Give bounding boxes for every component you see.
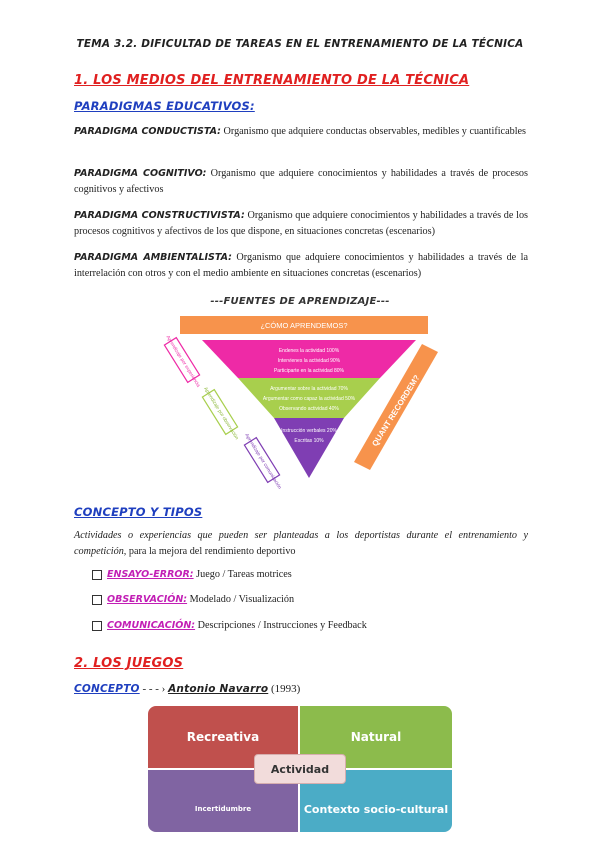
- juegos-concepto-line: [74, 683, 300, 695]
- pyramid-line: Participarte en la actividad 80%: [273, 368, 345, 374]
- cell-label: Natural: [350, 730, 402, 744]
- concepto-description: [74, 528, 528, 560]
- pyramid-layer-communication: [274, 418, 344, 478]
- paradigm-label: PARADIGMA AMBIENTALISTA:: [74, 252, 232, 263]
- paradigms-subheading: PARADIGMAS EDUCATIVOS:: [74, 99, 255, 113]
- author: Antonio Navarro: [168, 683, 269, 695]
- checkbox[interactable]: [92, 621, 102, 631]
- center-activity-label: Actividad: [254, 754, 346, 784]
- section2-heading: 2. LOS JUEGOS: [74, 656, 184, 671]
- section1-heading: 1. LOS MEDIOS DEL ENTRENAMIENTO DE LA TÉCNICA: [74, 73, 470, 88]
- concepto-heading: CONCEPTO Y TIPOS: [74, 505, 203, 519]
- pyramid-line: Argumentar sobre la actividad 70%: [270, 386, 348, 392]
- cell-label: Recreativa: [186, 730, 260, 744]
- tipo-text: Juego / Tareas motrices: [193, 569, 292, 580]
- left-label-observation: Aprendizaje por observación: [202, 386, 239, 441]
- paradigm-constructivista: [74, 208, 528, 240]
- pyramid-line: Instrucción verbales 20%: [281, 428, 337, 434]
- page-title: TEMA 3.2. DIFICULTAD DE TAREAS EN EL ENTRENAMIENTO DE LA TÉCNICA: [76, 38, 524, 50]
- paradigm-text: Organismo que adquiere conocimientos y habilidades a través de procesos cognitivos y afectivos: [74, 168, 528, 195]
- arrow: - - - ›: [139, 683, 169, 695]
- side-label: QUANT RECORDEM?: [370, 373, 422, 448]
- tipo-label: COMUNICACIÓN:: [107, 620, 196, 631]
- cell-label: Incertidumbre: [194, 805, 252, 813]
- left-label-experience: Aprendizaje por experiencia: [164, 335, 201, 389]
- tipo-item-ensayo: [92, 569, 292, 580]
- paradigm-label: PARADIGMA CONSTRUCTIVISTA:: [74, 210, 245, 221]
- paradigm-text: Organismo que adquiere conductas observables, medibles y cuantificables: [220, 126, 527, 137]
- paradigm-label: PARADIGMA CONDUCTISTA:: [74, 126, 221, 137]
- pyramid-line: Argumentar como capaz la actividad 50%: [262, 396, 356, 402]
- year: (1993): [268, 683, 301, 695]
- paradigm-text: Organismo que adquiere conocimientos y habilidades a través de la interrelación con otros y con el medio ambiente en situaciones concretas (escenarios): [74, 252, 528, 279]
- question-text: ¿CÓMO APRENDEMOS?: [260, 321, 348, 330]
- pyramid-line: Escritas 10%: [294, 438, 324, 444]
- tipo-text: Modelado / Visualización: [187, 594, 295, 605]
- concept-label: CONCEPTO: [74, 683, 140, 695]
- tipo-label: OBSERVACIÓN:: [107, 594, 188, 605]
- paradigm-cognitivo: [74, 166, 528, 198]
- paradigm-conductista: [74, 124, 528, 140]
- paradigm-label: PARADIGMA COGNITIVO:: [74, 168, 207, 179]
- left-label-communication: Aprendizaje por comunicación: [243, 433, 282, 491]
- pyramid-line: Observando actividad 40%: [279, 406, 339, 412]
- pyramid-line: Endenes la actividad 100%: [278, 348, 340, 354]
- learning-pyramid-diagram: [160, 312, 450, 492]
- cell-label: Contexto socio-cultural: [303, 802, 449, 816]
- paradigm-ambientalista: [74, 250, 528, 282]
- tipo-item-comunicacion: [92, 620, 367, 631]
- checkbox[interactable]: [92, 570, 102, 580]
- concepto-description-rest: para la mejora del rendimiento deportivo: [126, 546, 296, 557]
- paradigm-text: Organismo que adquiere conocimientos y habilidades a través de los procesos cognitivos y afectivos de los que dispone, en situaciones concretas (escenarios): [74, 210, 529, 237]
- tipo-item-observacion: [92, 594, 294, 605]
- checkbox[interactable]: [92, 595, 102, 605]
- pyramid-line: Intervienes la actividad 90%: [277, 358, 341, 364]
- diagram-title: ---FUENTES DE APRENDIZAJE---: [210, 296, 390, 307]
- concepto-description-italic: Actividades o experiencias que pueden ser planteadas a los deportistas durante el entrenamiento y competición,: [74, 530, 528, 557]
- tipo-text: Descripciones / Instrucciones y Feedback: [195, 620, 367, 631]
- tipo-label: ENSAYO-ERROR:: [107, 569, 194, 580]
